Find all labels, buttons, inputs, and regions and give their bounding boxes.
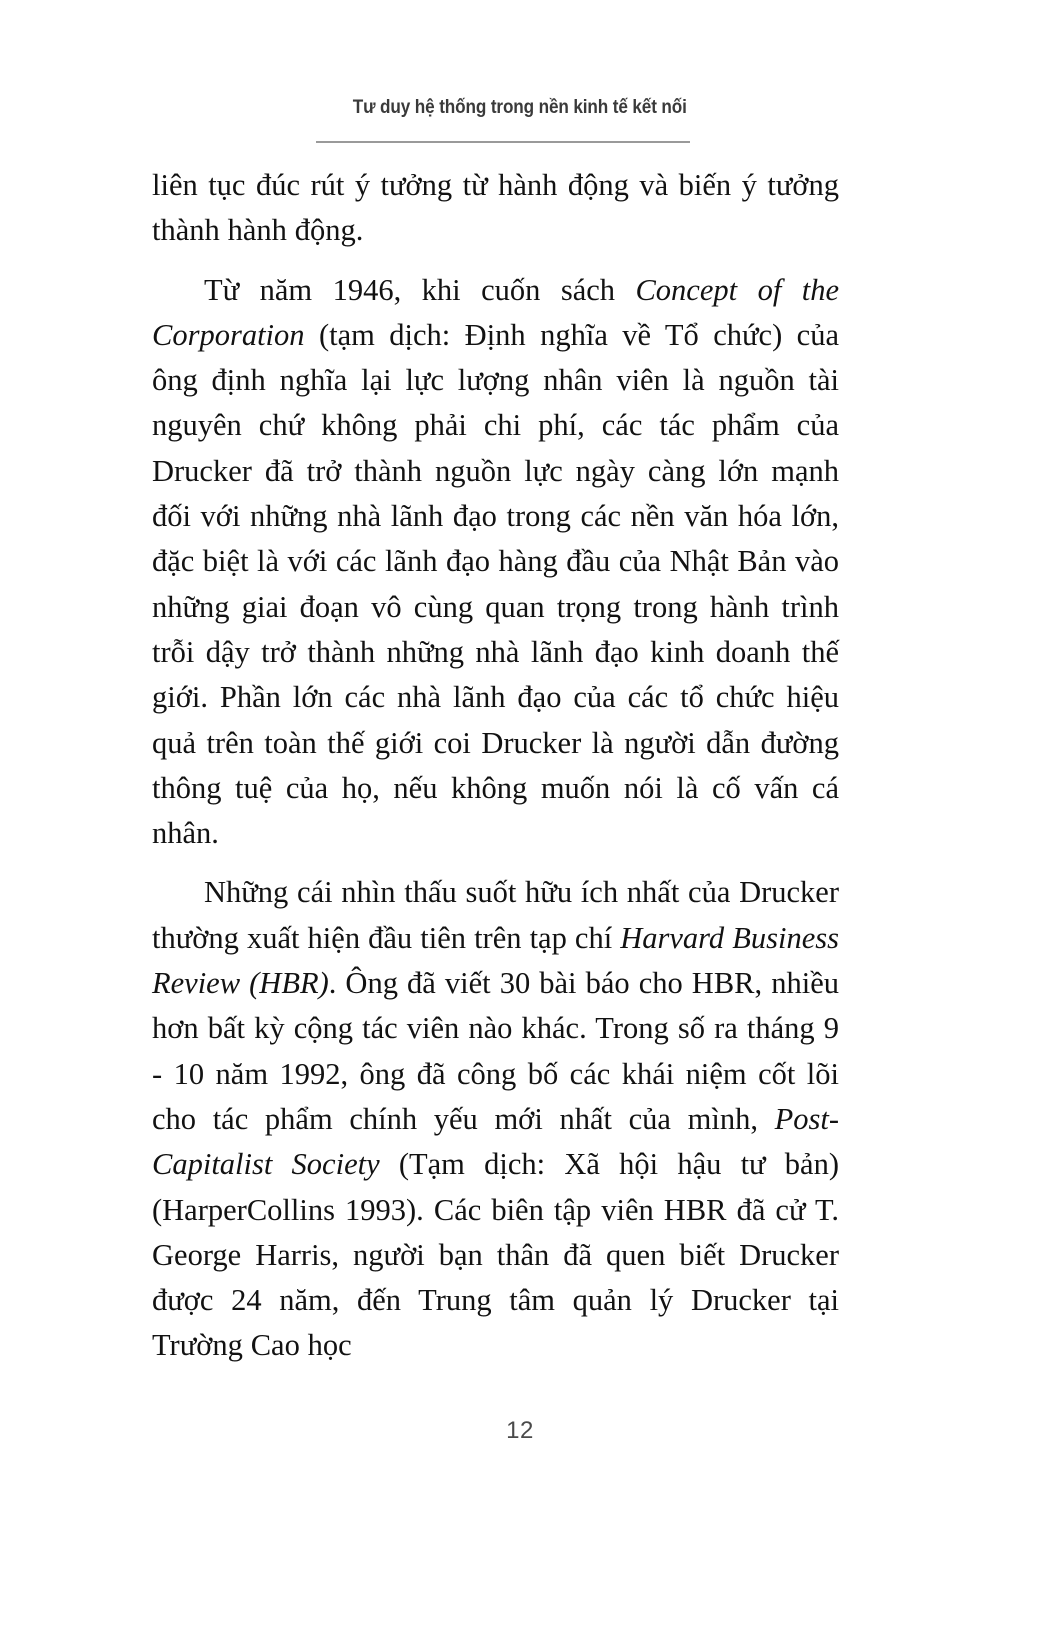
text-run: Từ năm 1946, khi cuốn sách <box>204 272 636 307</box>
body-text-block <box>152 163 839 1369</box>
paragraph-3 <box>152 870 839 1368</box>
text-run: . Ông đã viết 30 bài báo cho HBR, nhiều hơn bất kỳ cộng tác viên nào khác. Trong số ra tháng 9 - 10 năm 1992, ông đã công bố các khái niệm cốt lõi cho tác phẩm chính yếu mới nhất của mình, <box>152 966 839 1136</box>
text-run: (Tạm dịch: Xã hội hậu tư bản) (HarperCollins 1993). Các biên tập viên HBR đã cử T. George Harris, người bạn thân đã quen biết Drucker được 24 năm, đến Trung tâm quản lý Drucker tại Trường Cao học <box>152 1147 839 1363</box>
text-run: (tạm dịch: Định nghĩa về Tổ chức) của ông định nghĩa lại lực lượng nhân viên là nguồn tài nguyên chứ không phải chi phí, các tác phẩm của Drucker đã trở thành nguồn lực ngày càng lớn mạnh đối với những nhà lãnh đạo trong các nền văn hóa lớn, đặc biệt là với các lãnh đạo hàng đầu của Nhật Bản vào những giai đoạn vô cùng quan trọng trong hành trình trỗi dậy trở thành những nhà lãnh đạo kinh doanh thế giới. Phần lớn các nhà lãnh đạo của các tổ chức hiệu quả trên toàn thế giới coi Drucker là người dẫn đường thông tuệ của họ, nếu không muốn nói là cố vấn cá nhân. <box>152 317 839 851</box>
running-head-title: Tư duy hệ thống trong nền kinh tế kết nối <box>352 96 687 118</box>
paragraph-2 <box>152 268 839 857</box>
paragraph-1 <box>152 163 839 254</box>
title-italic-run: Concept of the Corporation <box>152 272 839 352</box>
text-run: liên tục đúc rút ý tưởng từ hành động và biến ý tưởng thành hành động. <box>152 168 839 248</box>
title-italic-run: Post-Capitalist Society <box>152 1101 839 1182</box>
page-number: 12 <box>506 1417 534 1444</box>
folio <box>0 1417 1040 1445</box>
running-head-rule <box>316 141 690 143</box>
running-head <box>0 96 1040 119</box>
text-run: Những cái nhìn thấu suốt hữu ích nhất của Drucker thường xuất hiện đầu tiên trên tạp chí <box>152 875 839 955</box>
title-italic-run: Harvard Business Review (HBR) <box>152 920 839 1001</box>
